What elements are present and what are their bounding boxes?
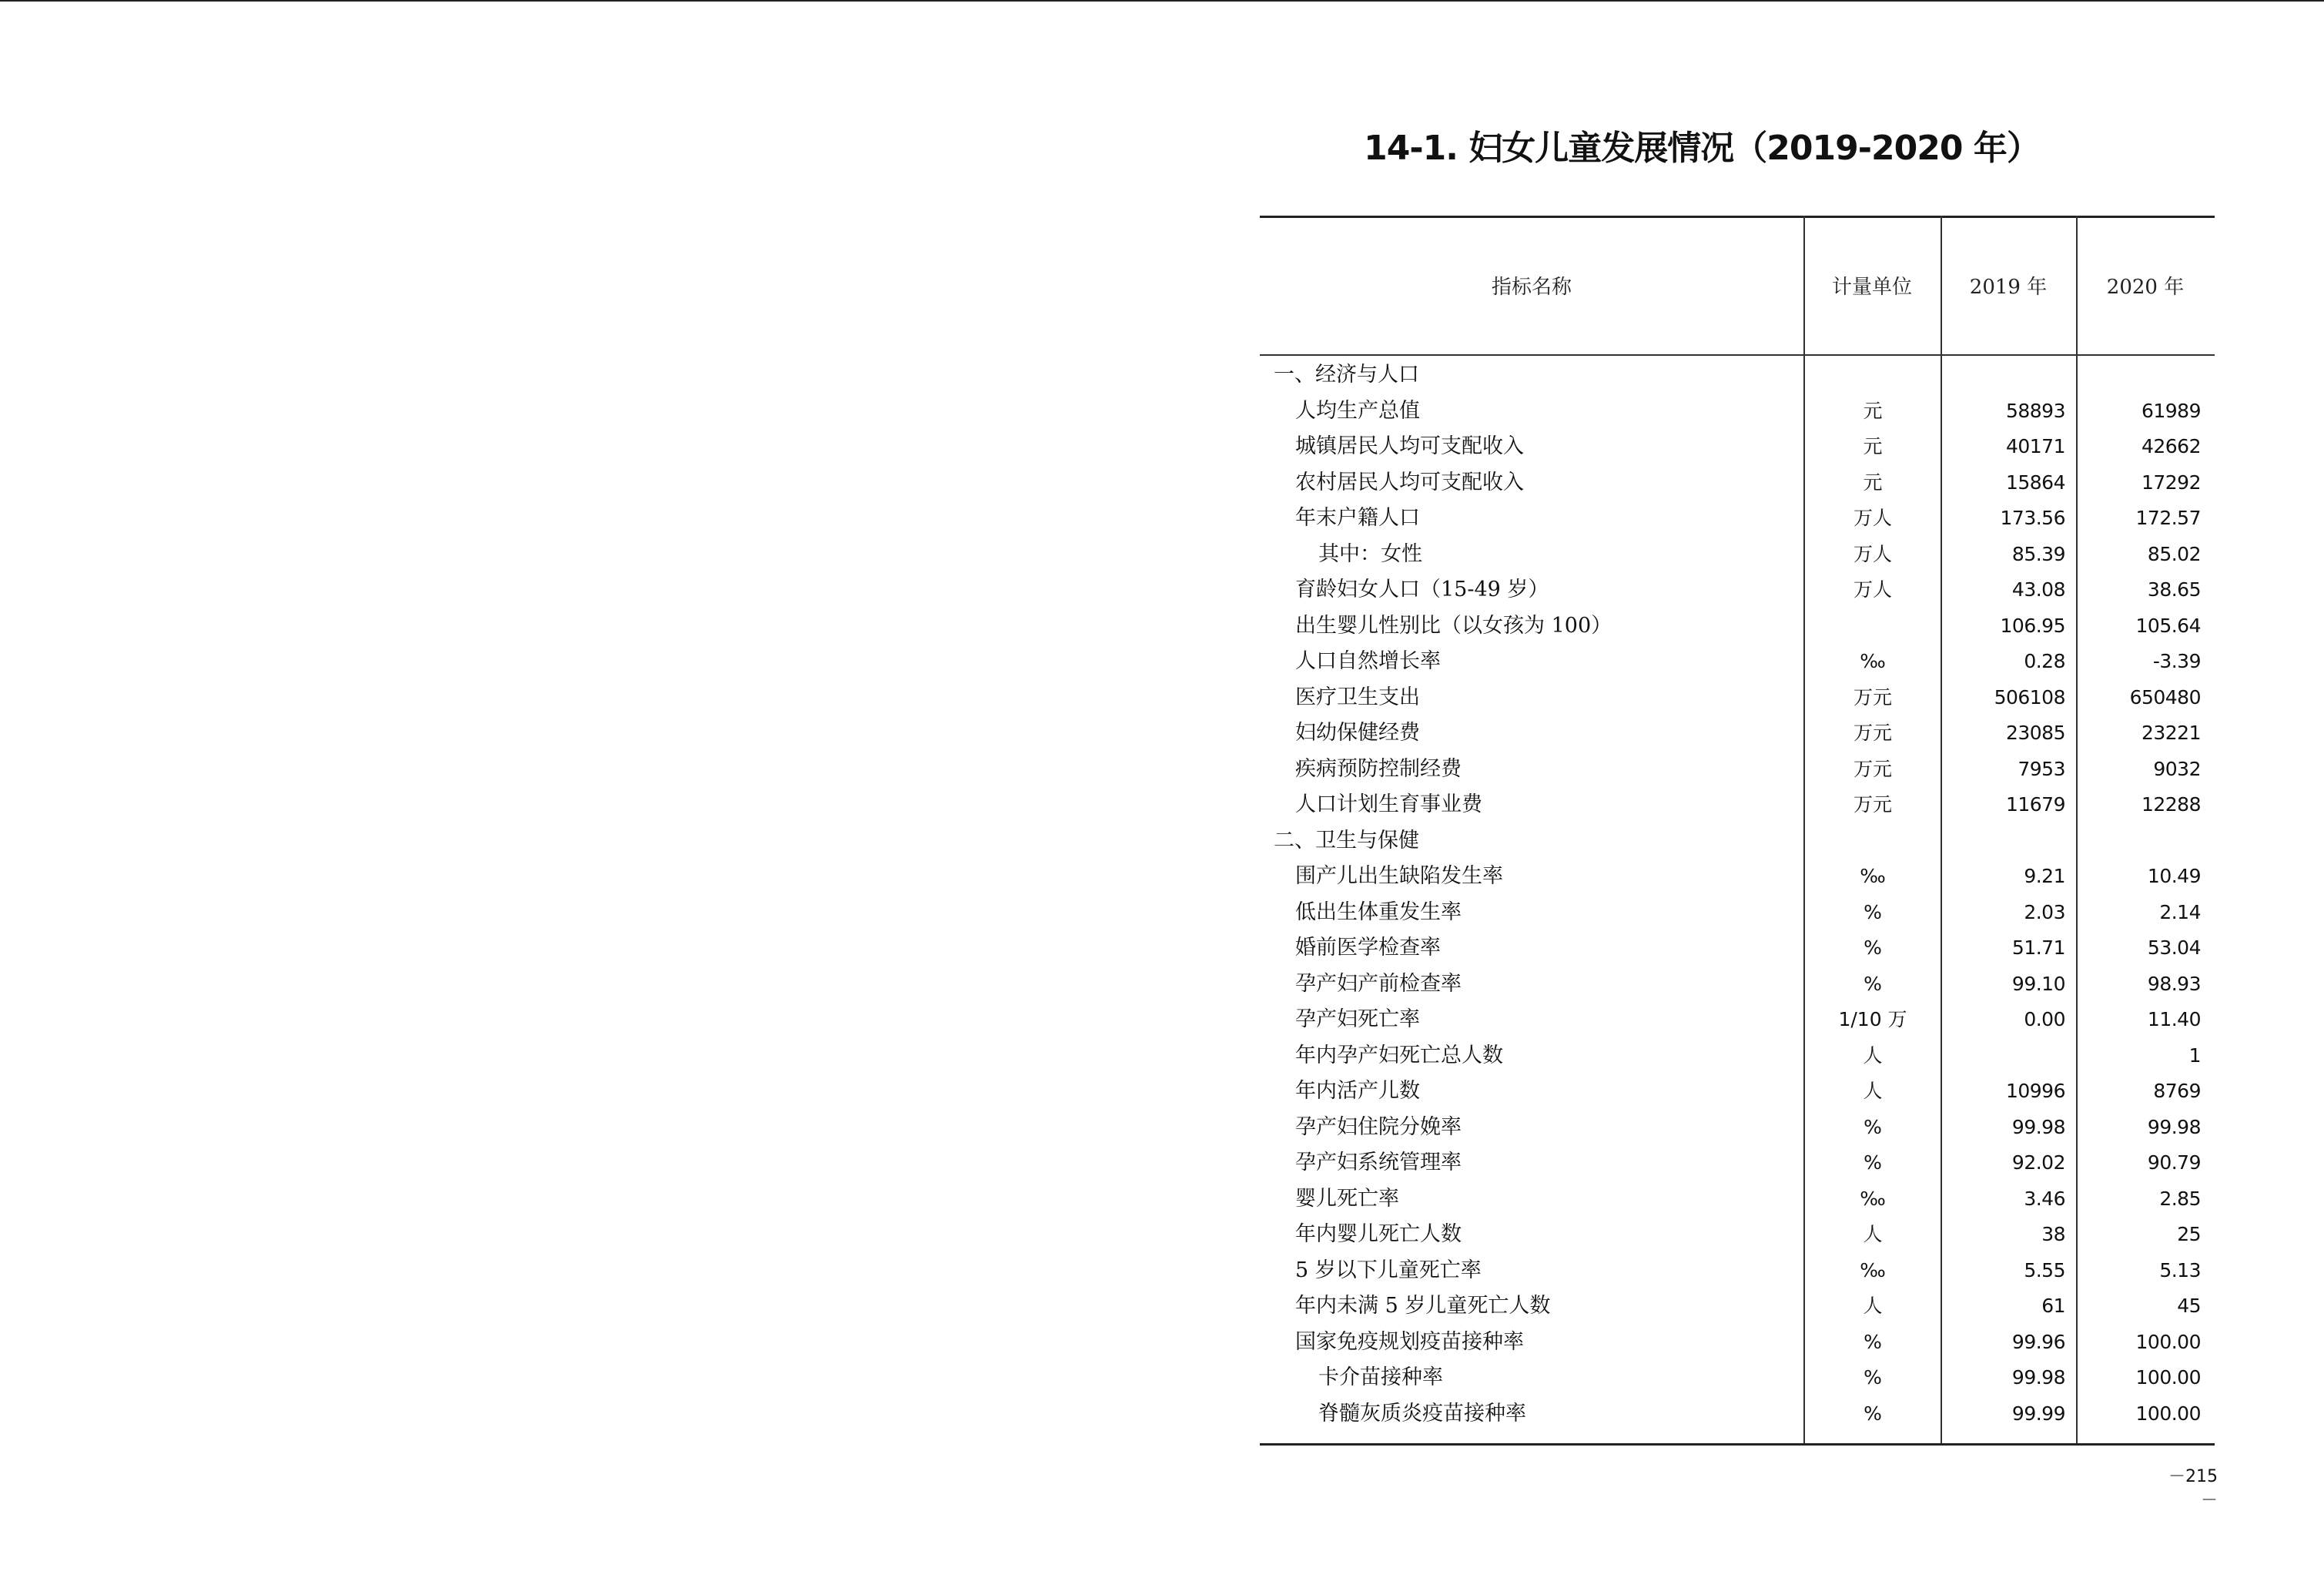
indicator-name: 孕产妇系统管理率 [1295,1151,1462,1174]
value-2019: 9.21 [2024,865,2065,887]
table-row [1260,1110,2215,1146]
indicator-name: 婚前医学检查率 [1295,936,1441,960]
table-row [1260,787,2215,823]
unit-cell: % [1864,1151,1882,1174]
value-2019: 61 [2041,1295,2065,1317]
unit-cell: 人 [1863,1295,1883,1317]
value-2019: 92.02 [2011,1151,2065,1174]
value-2020: 2.85 [2159,1187,2201,1210]
unit-cell: ‰ [1860,1258,1886,1281]
value-2019: 85.39 [2011,542,2065,565]
table-row [1260,465,2215,501]
unit-cell: % [1864,1115,1882,1138]
unit-cell: 人 [1863,1223,1883,1245]
indicator-name: 年末户籍人口 [1295,506,1420,530]
table-row [1260,1074,2215,1110]
value-2019: 40171 [2005,435,2065,457]
value-2020: 105.64 [2135,614,2201,637]
unit-cell: % [1864,1330,1882,1353]
indicator-name: 出生婴儿性别比（以女孩为 100） [1295,613,1612,638]
table-row [1260,895,2215,931]
value-2020: 100.00 [2135,1330,2201,1353]
unit-cell: 元 [1863,435,1883,457]
unit-cell: % [1864,1402,1882,1425]
table-row [1260,967,2215,1003]
value-2020: -3.39 [2152,650,2201,672]
indicator-name: 5 岁以下儿童死亡率 [1295,1258,1482,1282]
value-2020: 100.00 [2135,1366,2201,1389]
indicator-name: 孕产妇住院分娩率 [1295,1114,1462,1139]
indicator-name: 孕产妇死亡率 [1295,1007,1420,1031]
indicator-name: 二、卫生与保健 [1274,828,1419,853]
value-2020: 45 [2177,1295,2201,1317]
value-2019: 99.96 [2011,1330,2065,1353]
indicator-name: 围产儿出生缺陷发生率 [1295,864,1503,888]
value-2020: 99.98 [2147,1115,2201,1138]
value-2020: 90.79 [2147,1151,2201,1174]
indicator-name: 人口计划生育事业费 [1295,792,1482,816]
table-row [1260,608,2215,645]
table-row [1260,1360,2215,1396]
value-2019: 7953 [2018,757,2065,780]
unit-cell: 万元 [1853,722,1892,744]
table-row [1260,680,2215,716]
table-row [1260,1217,2215,1253]
value-2019: 38 [2041,1223,2065,1245]
indicator-name: 年内未满 5 岁儿童死亡人数 [1295,1294,1551,1318]
value-2019: 99.99 [2011,1402,2065,1425]
indicator-name: 农村居民人均可支配收入 [1295,470,1524,494]
table-row [1260,1396,2215,1432]
unit-cell: % [1864,972,1882,995]
value-2019: 58893 [2005,399,2065,422]
table-row [1260,537,2215,573]
value-2019: 0.28 [2024,650,2065,672]
indicator-name: 城镇居民人均可支配收入 [1295,434,1524,458]
table-row [1260,429,2215,465]
value-2020: 8769 [2153,1080,2201,1102]
table-row [1260,715,2215,752]
header-2020: 2020 年 [2106,275,2185,299]
value-2020: 85.02 [2147,542,2201,565]
unit-cell: 人 [1863,1080,1883,1102]
value-2019: 15864 [2005,471,2065,494]
indicator-name: 妇幼保健经费 [1295,721,1420,745]
indicator-name: 国家免疫规划疫苗接种率 [1295,1329,1524,1354]
value-2019: 3.46 [2024,1187,2065,1210]
value-2019: 99.10 [2011,972,2065,995]
table-row [1260,823,2215,859]
value-2019: 11679 [2005,793,2065,816]
indicator-name: 年内孕产妇死亡总人数 [1295,1043,1503,1067]
table-row [1260,752,2215,788]
value-2020: 11.40 [2147,1008,2201,1030]
value-2020: 61989 [2141,399,2201,422]
page-title: 14-1. 妇女儿童发展情况（2019-2020 年） [1364,129,2040,168]
unit-cell: % [1864,936,1882,959]
unit-cell: 万人 [1853,578,1892,601]
table-row [1260,1002,2215,1038]
value-2020: 100.00 [2135,1402,2201,1425]
value-2020: 2.14 [2159,900,2201,923]
value-2019: 51.71 [2011,936,2065,959]
indicator-name: 疾病预防控制经费 [1295,756,1462,781]
value-2020: 17292 [2141,471,2201,494]
table-row [1260,859,2215,895]
table-row [1260,1325,2215,1361]
value-2020: 12288 [2141,793,2201,816]
value-2019: 506108 [1994,685,2065,709]
unit-cell: 1/10 万 [1838,1008,1907,1030]
header-indicator-name: 指标名称 [1491,275,1572,299]
value-2020: 172.57 [2135,507,2201,529]
indicator-name: 孕产妇产前检查率 [1295,971,1462,996]
unit-cell: ‰ [1860,1187,1886,1210]
indicator-name: 脊髓灰质炎疫苗接种率 [1318,1401,1526,1426]
indicator-name: 育龄妇女人口（15-49 岁） [1295,578,1549,601]
indicator-name: 人口自然增长率 [1295,649,1441,673]
table-row [1260,394,2215,430]
value-2020: 98.93 [2147,972,2201,995]
value-2019: 10996 [2005,1080,2065,1102]
value-2019: 99.98 [2011,1366,2065,1389]
indicator-name: 卡介苗接种率 [1318,1365,1443,1389]
table-body [1260,354,2215,1432]
table-row [1260,501,2215,537]
table-row [1260,930,2215,967]
indicator-name: 人均生产总值 [1295,398,1420,423]
value-2020: 23221 [2141,722,2201,744]
table-row [1260,1181,2215,1218]
value-2020: 5.13 [2159,1258,2201,1281]
unit-cell: 万人 [1853,507,1892,529]
unit-cell: ‰ [1860,650,1886,672]
value-2019: 99.98 [2011,1115,2065,1138]
header-unit: 计量单位 [1831,275,1912,299]
value-2020: 1 [2188,1044,2201,1067]
header-2019: 2019 年 [1969,275,2048,299]
indicator-name: 一、经济与人口 [1274,363,1419,387]
table-row [1260,1253,2215,1289]
value-2020: 10.49 [2147,865,2201,887]
value-2019: 2.03 [2024,900,2065,923]
unit-cell: % [1864,900,1882,923]
unit-cell: % [1864,1366,1882,1389]
unit-cell: 万元 [1853,685,1892,709]
value-2020: 650480 [2129,685,2201,709]
unit-cell: 人 [1863,1044,1883,1067]
value-2020: 42662 [2141,435,2201,457]
unit-cell: 元 [1863,471,1883,494]
unit-cell: 万人 [1853,542,1892,565]
value-2019: 0.00 [2024,1008,2065,1030]
value-2019: 173.56 [2000,507,2065,529]
table-bottom-rule [1260,1443,2215,1446]
table-row [1260,572,2215,608]
table-row [1260,1145,2215,1181]
table-row [1260,357,2215,394]
value-2020: 9032 [2153,757,2201,780]
unit-cell: 元 [1863,399,1883,422]
page-number: －215－ [2168,1467,2218,1510]
table-row [1260,644,2215,680]
unit-cell: 万元 [1853,793,1892,816]
top-border [0,0,2324,2]
table-row [1260,1038,2215,1074]
indicator-name: 婴儿死亡率 [1295,1186,1399,1211]
value-2019: 23085 [2005,722,2065,744]
indicator-name: 年内婴儿死亡人数 [1295,1222,1462,1246]
value-2020: 38.65 [2147,578,2201,601]
unit-cell: 万元 [1853,757,1892,780]
indicator-name: 医疗卫生支出 [1295,685,1420,709]
table-row [1260,1288,2215,1325]
unit-cell: ‰ [1860,865,1886,887]
indicator-name: 低出生体重发生率 [1295,900,1462,924]
value-2019: 106.95 [2000,614,2065,637]
indicator-name: 其中：女性 [1318,541,1422,566]
value-2020: 25 [2177,1223,2201,1245]
value-2019: 43.08 [2011,578,2065,601]
value-2019: 5.55 [2024,1258,2065,1281]
indicator-name: 年内活产儿数 [1295,1079,1420,1103]
value-2020: 53.04 [2147,936,2201,959]
